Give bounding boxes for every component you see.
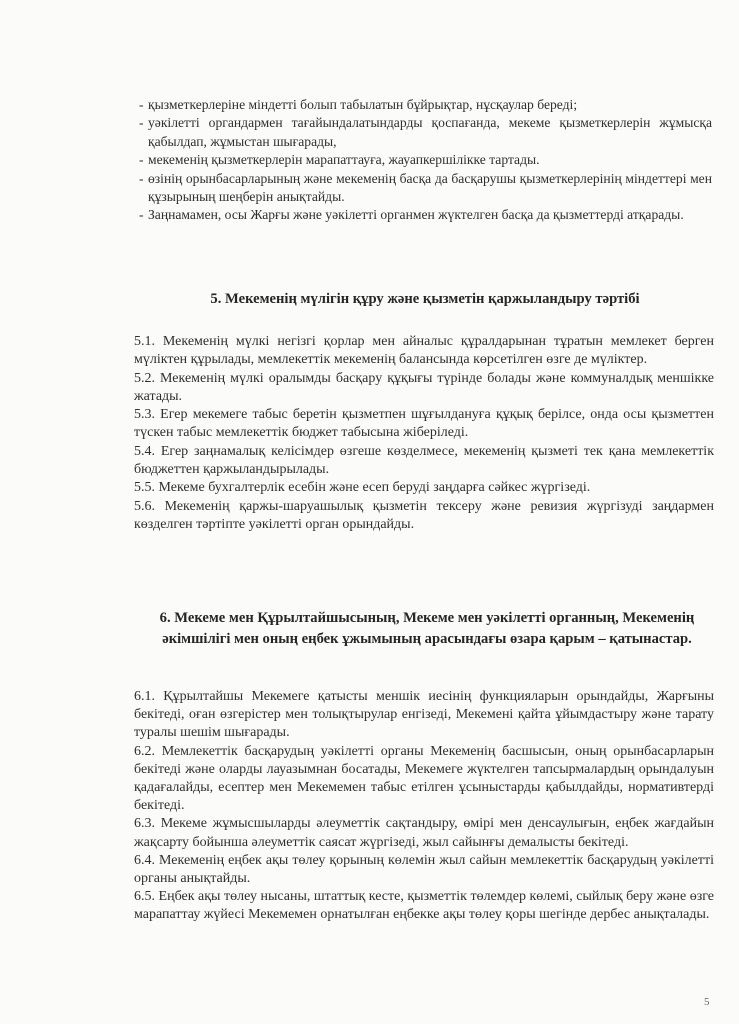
paragraph-6-3: 6.3. Мекеме жұмысшыларды әлеуметтік сақтандыру, өмірі мен денсаулығын, еңбек жағдайын жақсарту бойынша әлеуметтік саясат жүргізеді, жыл сайынғы демалысты бекітеді. [134, 816, 714, 850]
section-5-heading: 5. Мекеменің мүлігін құру және қызметін қаржыландыру тәртібі [210, 291, 640, 307]
bullet-item: - Заңнамамен, осы Жарғы және уәкілетті органмен жүктелген басқа да қызметтерді атқарады. [140, 206, 712, 224]
paragraph-6-2: 6.2. Мемлекеттік басқарудың уәкілетті органы Мекеменің басшысын, оның орынбасарларын бекітеді және оларды лауазымнан босатады, Мекемеге жүктелген тапсырмалардың орындалуын қадағалайды, есептер мен Мекемемен табыс етілген ұсыныстарды қабылдайды, нормативтерді бекітеді. [134, 743, 714, 814]
paragraph-5-4: 5.4. Егер заңнамалық келісімдер өзгеше көзделмесе, мекеменің қызметі тек қана мемлекеттік бюджеттен қаржыландырылады. [134, 443, 714, 478]
paragraph-6-1: 6.1. Құрылтайшы Мекемеге қатысты меншік иесінің функцияларын орындайды, Жарғыны бекітеді, оған өзгерістер мен толықтырулар енгізеді, Мекемені қайта ұйымдастыру және тарату туралы шешім шығарады. [134, 689, 714, 741]
paragraph-5-6: 5.6. Мекеменің қаржы-шаруашылық қызметін тексеру және ревизия жүргізуді заңдармен көзделген тәртіпте уәкілетті орган орындайды. [134, 498, 714, 532]
paragraph-5-2: 5.2. Мекеменің мүлкі оралымды басқару құқығы түрінде болады және коммуналдық меншікке жатады. [134, 370, 714, 404]
paragraph-6-4: 6.4. Мекеменің еңбек ақы төлеу қорының көлемін жыл сайын мемлекеттік басқарудың уәкілетті органы анықтайды. [134, 852, 714, 887]
bullet-item: - өзінің орынбасарларының және мекеменің басқа да басқарушы қызметкерлерінің міндеттері мен құзырының шеңберін анықтайды. [140, 170, 712, 207]
duties-bullet-list [140, 96, 712, 225]
paragraph-6-5: 6.5. Еңбек ақы төлеу нысаны, штаттық кесте, қызметтік төлемдер көлемі, сыйлық беру және өзге марапаттау жүйесі Мекемемен орнатылған еңбекке ақы төлеу қоры шегінде дербес анықталады. [134, 889, 714, 923]
page-number: 5 [704, 996, 710, 1008]
section-6-body [134, 688, 714, 925]
bullet-item: - мекеменің қызметкерлерін марапаттауға, жауапкершілікке тартады. [140, 151, 712, 169]
paragraph-5-5: 5.5. Мекеме бухгалтерлік есебін және есеп беруді заңдарға сәйкес жүргізеді. [134, 480, 591, 496]
paragraph-5-1: 5.1. Мекеменің мүлкі негізгі қорлар мен айналыс құралдарынан тұратын мемлекет берген мүліктен құрылады, мемлекеттік мекеменің балансында көрсетілген өзге де мүліктер. [134, 334, 714, 368]
bullet-item: - уәкілетті органдармен тағайындалатындарды қоспағанда, мекеме қызметкерлерін жұмысқа қабылдап, жұмыстан шығарады, [140, 114, 712, 151]
section-6-heading: 6. Мекеме мен Құрылтайшысының, Мекеме мен уәкілетті органның, Мекеменің әкімшілігі мен оның еңбек ұжымының арасындағы өзара қарым – қатынастар. [159, 610, 695, 647]
bullet-item: - қызметкерлеріне міндетті болып табылатын бұйрықтар, нұсқаулар береді; [140, 96, 712, 114]
paragraph-5-3: 5.3. Егер мекемеге табыс беретін қызметпен шұғылдануға құқық берілсе, онда осы қызметтен түскен табыс мемлекеттік бюджет табысына жіберіледі. [134, 407, 714, 441]
section-5-body [134, 333, 714, 534]
